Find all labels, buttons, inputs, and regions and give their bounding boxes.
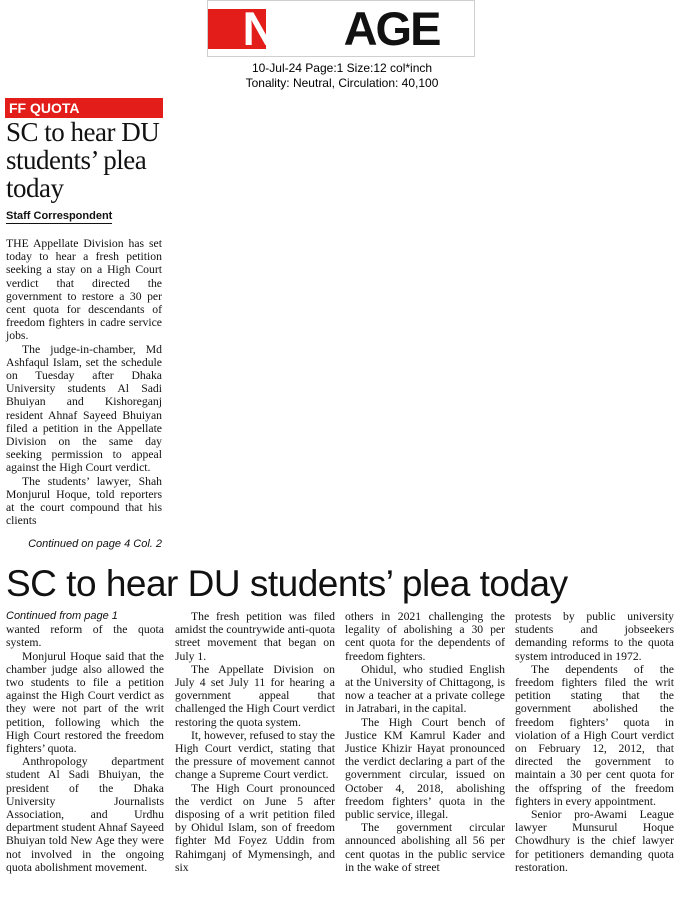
jump-headline: SC to hear DU students’ plea today [6, 563, 568, 604]
continued-on-note: Continued on page 4 Col. 2 [28, 538, 162, 550]
article-paragraph: The government circular announced abolishing all 56 per cent quotas in the public service in the wake of street [345, 821, 505, 874]
article-paragraph: Anthropology department student Al Sadi Bhuiyan, the president of the Dhaka University Journalists Association, and Urdhu department student Ahnaf Sayeed Bhuiyan told New Age they were not involved in the ongoing quota abolishment movement. [6, 755, 164, 874]
article-paragraph: The judge-in-chamber, Md Ashfaqul Islam, set the schedule on Tuesday after Dhaka University students Al Sadi Bhuiyan and Kishoreganj resident Ahnaf Sayeed Bhuiyan filed a petition in the Appellate Division on the same day seeking permission to appeal against the High Court verdict. [6, 342, 162, 475]
newspaper-logo: NEWAGE [242, 2, 440, 55]
article-paragraph: The Appellate Division on July 4 set July 11 for hearing a government appeal that challenged the High Court verdict restoring the quota system. [175, 662, 335, 729]
newspaper-masthead [207, 0, 475, 57]
front-article-body [6, 237, 162, 527]
article-paragraph: The fresh petition was filed amidst the countrywide anti-quota street movement that began on July 1. [175, 610, 336, 663]
article-paragraph: It, however, refused to stay the High Court verdict, stating that the pressure of movement cannot change a Supreme Court verdict. [175, 728, 335, 782]
jump-column-1 [6, 610, 164, 874]
article-paragraph: Senior pro-Awami League lawyer Munsurul Hoque Chowdhury is the chief lawyer for petitioners demanding quota restoration. [515, 808, 674, 874]
article-paragraph: The High Court bench of Justice KM Kamrul Kader and Justice Khizir Hayat pronounced the verdict declaring a part of the government circular, issued on October 4, 2018, abolishing freedom fighters’ quota in the public service, illegal. [345, 715, 505, 822]
continued-from-note: Continued from page 1 [6, 610, 118, 622]
article-paragraph: Ohidul, who studied English at the University of Chittagong, is now a teacher at a private college in Jatrabari, in the capital. [345, 662, 505, 716]
article-paragraph: THE Appellate Division has set today to hear a fresh petition seeking a stay on a High Court verdict that directed the government to restore a 30 per cent quota for descendants of freedom fighters in cadre service jobs. [6, 237, 162, 343]
byline: Staff Correspondent [6, 210, 113, 222]
jump-column-2 [175, 610, 335, 874]
article-paragraph: The High Court pronounced the verdict on June 5 after disposing of a writ petition filed by Ohidul Islam, son of freedom fighter Md Foyez Uddin from Rahimganj of Mymensingh, and six [175, 781, 335, 874]
article-paragraph: Monjurul Hoque said that the chamber judge also allowed the two students to file a petition against the High Court verdict as they were not part of the writ petition, following which the High Court restored the freedom fighters’ quota. [6, 649, 164, 756]
front-headline: SC to hear DU students’ plea today [6, 117, 160, 203]
clipping-meta-line1: 10-Jul-24 Page:1 Size:12 col*inch [251, 61, 433, 75]
jump-column-3 [345, 610, 505, 874]
article-paragraph: The students’ lawyer, Shah Monjurul Hoque, told reporters at the court compound that his clients [6, 474, 162, 528]
article-paragraph: The dependents of the freedom fighters filed the writ petition stating that the government abolished the freedom fighters’ quota in violation of a High Court verdict on February 12, 2012, that directed the government to maintain a 30 per cent quota for the offspring of the freedom fighters in every appointment. [515, 662, 674, 808]
article-paragraph: others in 2021 challenging the legality of abolishing a 30 per cent quota for the dependents of freedom fighters. [345, 610, 505, 663]
jump-column-4 [515, 610, 674, 874]
clipping-meta-line2: Tonality: Neutral, Circulation: 40,100 [245, 76, 439, 90]
article-paragraph: protests by public university students and jobseekers demanding reforms to the quota system introduced in 1972. [515, 610, 674, 663]
section-kicker: FF QUOTA [5, 98, 163, 118]
article-paragraph: wanted reform of the quota system. [6, 623, 164, 650]
